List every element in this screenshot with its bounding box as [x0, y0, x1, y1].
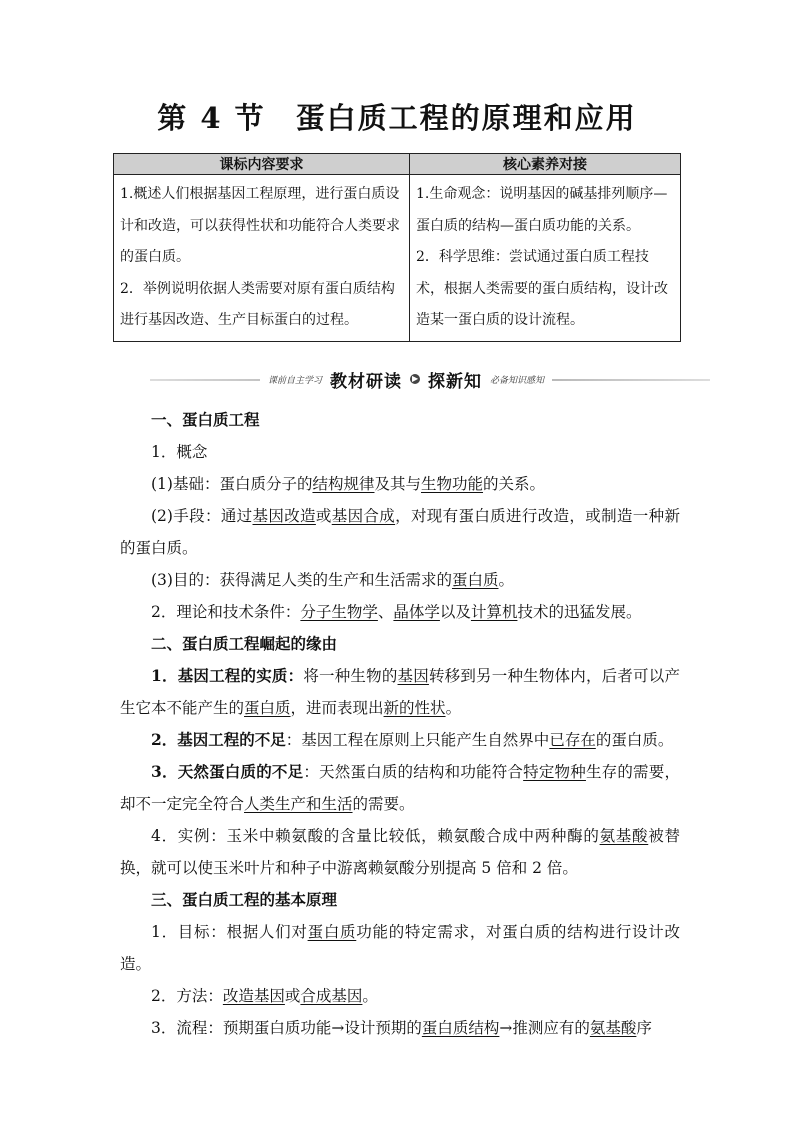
- curriculum-cell: [114, 175, 410, 342]
- key-term: 已存在: [549, 731, 596, 749]
- curriculum-item: 2．举例说明依据人类需要对原有蛋白质结构进行基因改造、生产目标蛋白的过程。: [120, 280, 395, 328]
- paragraph: 4．实例：玉米中赖氨酸的含量比较低，赖氨酸合成中两种酶的氨基酸被替换，就可以使玉米叶片和种子中游离赖氨酸分别提高 5 倍和 2 倍。: [120, 827, 680, 877]
- main-content: [120, 404, 680, 1044]
- heading-2: 二、蛋白质工程崛起的缘由: [151, 634, 338, 653]
- page-title: [0, 96, 794, 137]
- heading-1: 一、蛋白质工程: [151, 410, 260, 429]
- requirements-table: [113, 153, 681, 342]
- key-term: 生物功能: [421, 475, 484, 493]
- paragraph: 2．理论和技术条件：分子生物学、晶体学以及计算机技术的迅猛发展。: [151, 603, 642, 621]
- key-term: 氨基酸: [599, 827, 649, 845]
- key-term: 基因改造: [252, 507, 316, 525]
- banner-right-caption: 必备知识感知: [490, 375, 545, 386]
- key-term: 氨基酸: [589, 1019, 637, 1037]
- paragraph: 2．方法：改造基因或合成基因。: [151, 987, 378, 1005]
- section-title: 蛋白质工程的原理和应用: [295, 101, 637, 135]
- key-term: 新的性状: [383, 699, 446, 717]
- paragraph: 3．天然蛋白质的不足：天然蛋白质的结构和功能符合特定物种生存的需要，却不一定完全符合人类生产和生活的需要。: [120, 762, 680, 813]
- section-number: 第 4 节: [157, 101, 266, 135]
- paragraph: (2)手段：通过基因改造或基因合成，对现有蛋白质进行改造，或制造一种新的蛋白质。: [120, 507, 680, 557]
- key-term: 基因: [397, 667, 429, 685]
- paragraph: (1)基础：蛋白质分子的结构规律及其与生物功能的关系。: [151, 475, 546, 493]
- key-term: 人类生产和生活: [244, 795, 353, 813]
- key-term: 合成基因: [300, 987, 363, 1005]
- paragraph: (3)目的：获得满足人类的生产和生活需求的蛋白质。: [151, 571, 514, 589]
- key-term: 蛋白质: [307, 923, 357, 941]
- key-term: 蛋白质: [451, 571, 499, 589]
- banner-left-caption: 课前自主学习: [268, 375, 323, 386]
- chevron-right-icon: ▶: [411, 374, 419, 383]
- key-term: 改造基因: [222, 987, 285, 1005]
- table-body-row: [114, 175, 681, 342]
- header-literacy: 核心素养对接: [410, 154, 681, 175]
- header-curriculum: 课标内容要求: [114, 154, 410, 175]
- banner-label: [260, 368, 552, 390]
- key-term: 基因合成: [331, 507, 396, 525]
- key-term: 结构规律: [312, 475, 375, 493]
- section-banner: [150, 368, 710, 390]
- literacy-cell: [410, 175, 681, 342]
- key-term: 计算机: [470, 603, 518, 621]
- curriculum-item: 1.概述人们根据基因工程原理，进行蛋白质设计和改造，可以获得性状和功能符合人类要求的蛋白质。: [120, 186, 400, 265]
- paragraph: 1．目标：根据人们对蛋白质功能的特定需求，对蛋白质的结构进行设计改造。: [120, 923, 680, 973]
- key-term: 分子生物学: [300, 603, 378, 621]
- key-term: 特定物种: [523, 763, 586, 781]
- literacy-item: 2．科学思维：尝试通过蛋白质工程技术，根据人类需要的蛋白质结构，设计改造某一蛋白质的设计流程。: [416, 249, 668, 328]
- paragraph: 3．流程：预期蛋白质功能→设计预期的蛋白质结构→推测应有的氨基酸序: [151, 1019, 652, 1037]
- key-term: 蛋白质结构: [421, 1019, 500, 1037]
- key-term: 晶体学: [393, 603, 440, 621]
- key-term: 蛋白质: [244, 699, 291, 717]
- literacy-item: 1.生命观念：说明基因的碱基排列顺序—蛋白质的结构—蛋白质功能的关系。: [416, 186, 668, 234]
- paragraph: 1．概念: [151, 443, 208, 461]
- table-header-row: [114, 154, 681, 175]
- heading-3: 三、蛋白质工程的基本原理: [151, 890, 338, 909]
- paragraph: 1．基因工程的实质：将一种生物的基因转移到另一种生物体内，后者可以产生它本不能产生的蛋白质，进而表现出新的性状。: [120, 666, 680, 717]
- banner-title-a: 教材研读: [330, 371, 403, 392]
- banner-title-b: 探新知: [428, 371, 483, 392]
- paragraph: 2．基因工程的不足：基因工程在原则上只能产生自然界中已存在的蛋白质。: [151, 730, 674, 749]
